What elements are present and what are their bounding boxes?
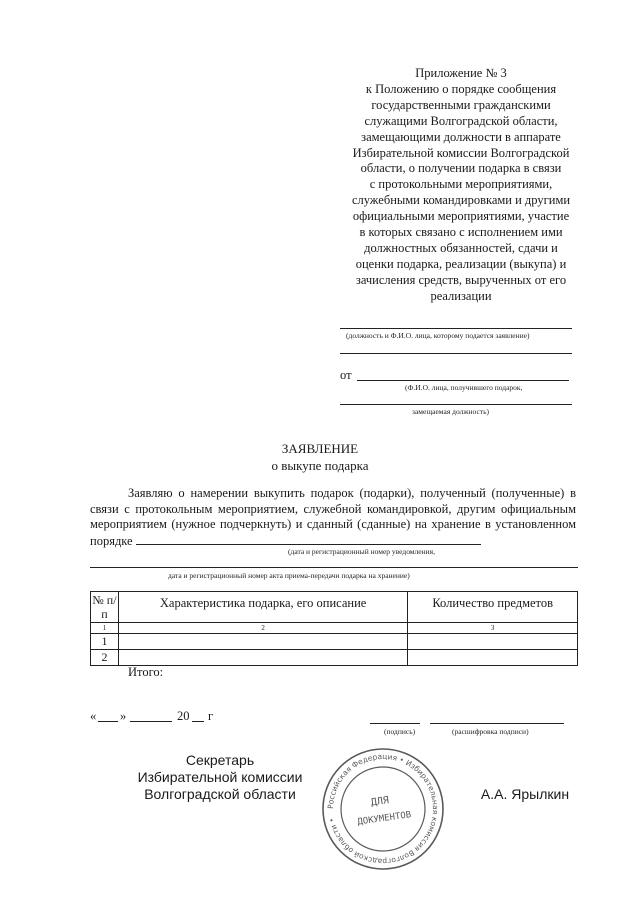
index-cell: 1	[91, 623, 119, 634]
row-number: 2	[91, 650, 119, 666]
statement-paragraph	[90, 486, 576, 549]
row-quantity[interactable]	[408, 634, 578, 650]
appendix-line: служебными командировками и другими	[351, 193, 571, 208]
year-suffix: г	[208, 709, 214, 723]
index-cell: 2	[118, 623, 407, 634]
from-line	[357, 380, 569, 381]
statement-text: Заявляю о намерении выкупить подарок (подарки), полученный (полученные) в связи с протокольным мероприятием, служебной командировкой, другим официальным мероприятием (нужное подчеркнуть) и сданный (сданные) на хранение в установленном порядке	[90, 486, 576, 548]
position-line	[340, 404, 572, 405]
signature-line	[370, 723, 420, 724]
stamp-ring-text: Российская Федерация • Избирательная комиссия Волгоградской области •	[325, 751, 441, 867]
signatory-line: Секретарь	[185, 752, 255, 768]
appendix-line: с протокольными мероприятиями,	[369, 177, 553, 192]
row-quantity[interactable]	[408, 650, 578, 666]
signatory-line: Избирательной комиссии	[137, 769, 303, 785]
stamp-center-line1: ДЛЯ	[370, 795, 390, 809]
header-quantity: Количество предметов	[408, 592, 578, 623]
notification-fill-line	[136, 533, 481, 545]
row-number: 1	[91, 634, 119, 650]
appendix-line: Приложение № 3	[415, 66, 507, 80]
appendix-line: области, о получении подарка в связи	[360, 161, 562, 176]
decode-hint: (расшифровка подписи)	[452, 727, 529, 736]
table-row	[91, 650, 578, 666]
date-open-quote: «	[90, 709, 97, 723]
row-description[interactable]	[118, 634, 407, 650]
from-label: от	[340, 368, 352, 382]
from-hint: (Ф.И.О. лица, получившего подарок,	[405, 383, 523, 392]
decode-line	[430, 723, 564, 724]
date-close-quote: »	[120, 709, 127, 723]
appendix-line: служащими Волгоградской области,	[364, 113, 558, 128]
header-number: № п/п	[92, 593, 117, 621]
total-label: Итого:	[128, 665, 164, 679]
signatory-line: Волгоградской области	[144, 786, 296, 802]
stamp-inner-ring	[341, 767, 425, 851]
appendix-line: государственными гражданскими	[371, 97, 551, 112]
stamp-center-line2: ДОКУМЕНТОВ	[356, 810, 412, 828]
row-description[interactable]	[118, 650, 407, 666]
signature-hint: (подпись)	[384, 727, 416, 736]
appendix-line: реализации	[430, 288, 492, 303]
year-prefix: 20	[177, 709, 190, 723]
appendix-line: Избирательной комиссии Волгоградской	[352, 145, 570, 160]
signatory-position	[120, 752, 320, 803]
index-cell: 3	[408, 623, 578, 634]
day-line	[98, 721, 118, 722]
addressee-line	[340, 328, 572, 329]
table-index-row	[91, 623, 578, 634]
appendix-line: к Положению о порядке сообщения	[365, 81, 557, 96]
notification-hint: (дата и регистрационный номер уведомления,	[288, 547, 435, 556]
official-stamp	[318, 744, 448, 874]
header-description: Характеристика подарка, его описание	[118, 592, 407, 623]
month-line	[130, 721, 172, 722]
addressee-line-2	[340, 353, 572, 354]
gift-table	[90, 591, 578, 666]
appendix-line: зачисления средств, вырученных от его	[355, 272, 567, 287]
act-line	[90, 567, 578, 568]
table-header-row	[91, 592, 578, 623]
appendix-line: оценки подарка, реализации (выкупа) и	[355, 256, 567, 271]
act-hint: дата и регистрационный номер акта приема-передачи подарка на хранение)	[168, 571, 410, 580]
appendix-line: в которых связано с исполнением ими	[359, 225, 563, 240]
appendix-header	[330, 66, 592, 305]
appendix-line: должностных обязанностей, сдачи и	[364, 240, 558, 255]
table-row	[91, 634, 578, 650]
year-line	[192, 721, 204, 722]
appendix-line: замещающими должности в аппарате	[361, 129, 561, 144]
document-subtitle: о выкупе подарка	[271, 458, 369, 473]
position-hint: замещаемая должность)	[412, 407, 490, 416]
appendix-line: официальными мероприятиями, участие	[352, 209, 570, 224]
signatory-name: А.А. Ярылкин	[480, 786, 570, 802]
addressee-hint: (должность и Ф.И.О. лица, которому подается заявление)	[346, 331, 530, 340]
document-title: ЗАЯВЛЕНИЕ	[281, 441, 359, 456]
